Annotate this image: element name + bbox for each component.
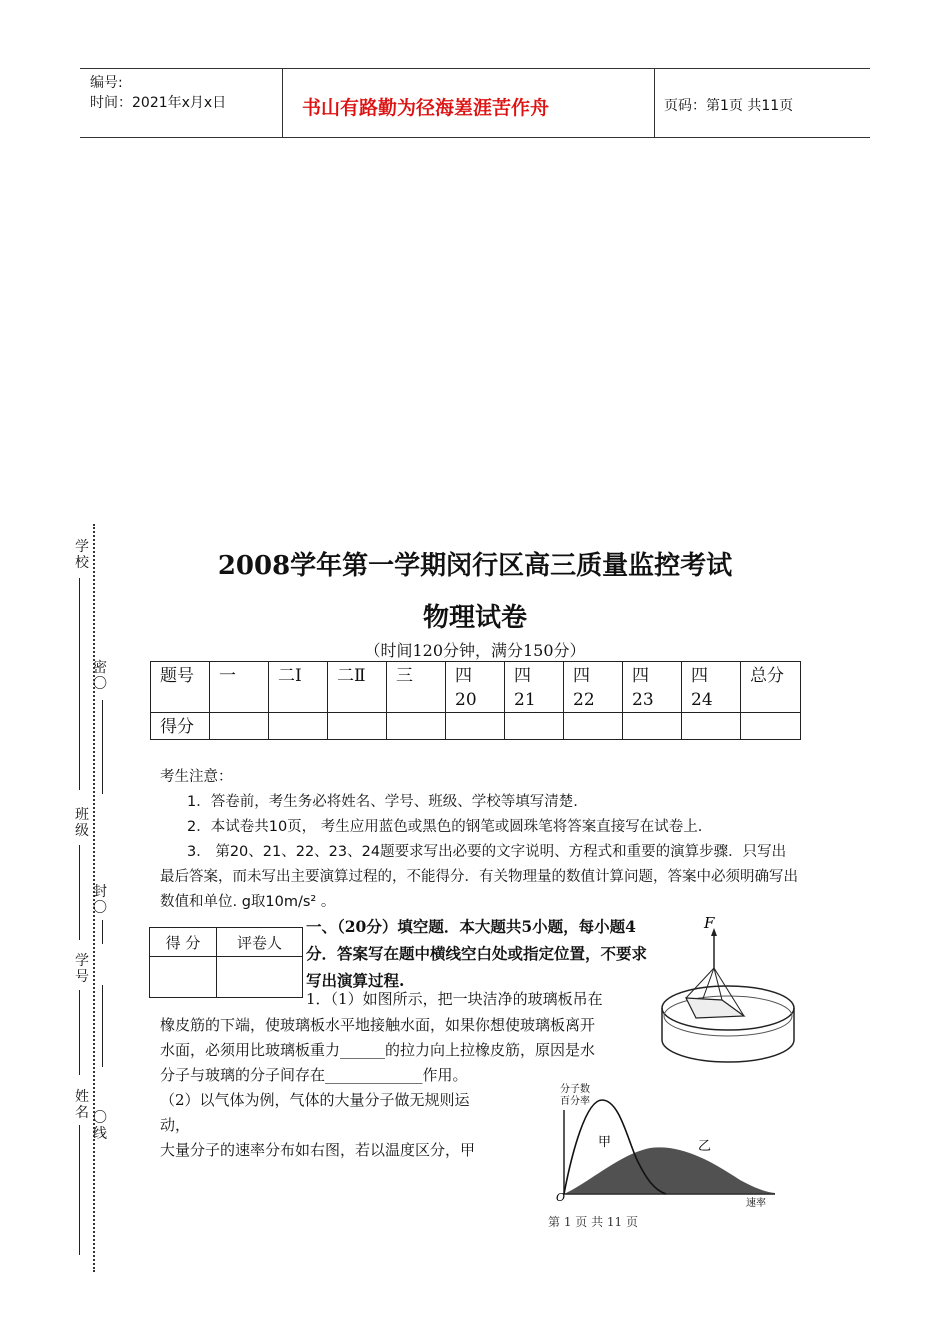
side-mi: 密〇 (93, 660, 107, 692)
score-cell[interactable] (328, 713, 387, 740)
exam-notes (160, 765, 800, 915)
note-item: 1．答卷前，考生务必将姓名、学号、班级、学校等填写清楚. (187, 794, 578, 810)
side-divider-line (102, 700, 103, 794)
q1-line: 动， (160, 1116, 191, 1134)
origin-label: O (556, 1191, 566, 1204)
table-header-cell: 二Ⅱ (328, 662, 387, 713)
score-cell[interactable] (564, 713, 623, 740)
side-xian: 〇线 (93, 1110, 107, 1142)
date-label: 时间：2021年x月x日 (90, 95, 227, 111)
speed-distribution-figure (550, 1082, 790, 1207)
grade-table (149, 927, 303, 998)
grade-reviewer-cell[interactable] (217, 957, 303, 998)
q1-line: 大量分子的速率分布如右图，若以温度区分，甲 (160, 1141, 476, 1159)
q1-line: 橡皮筋的下端，使玻璃板水平地接触水面，如果你想使玻璃板离开 (160, 1016, 596, 1034)
force-label: F (704, 914, 715, 932)
y-axis-label-1: 分子数 (560, 1084, 590, 1095)
grade-score-label: 得 分 (150, 928, 217, 957)
score-row (151, 713, 801, 740)
q1-line: 1．（1）如图所示，把一块洁净的玻璃板吊在 (306, 990, 603, 1008)
side-class-line (79, 845, 80, 940)
note-item: 2．本试卷共10页， 考生应用蓝色或黑色的钢笔或圆珠笔将答案直接写在试卷上. (187, 819, 703, 835)
score-cell[interactable] (446, 713, 505, 740)
score-cell[interactable] (682, 713, 741, 740)
side-divider-line (102, 920, 103, 944)
score-table (150, 661, 801, 740)
table-header-cell: 三 (387, 662, 446, 713)
q1-line: 分子与玻璃的分子间存在_____________作用。 (160, 1066, 468, 1084)
header-meta (90, 73, 226, 113)
glass-plate-figure (656, 910, 806, 1080)
score-cell[interactable] (505, 713, 564, 740)
score-cell[interactable] (741, 713, 801, 740)
code-label: 编号: (90, 75, 123, 91)
notes-heading: 考生注意： (160, 769, 233, 785)
q1-line: 水面，必须用比玻璃板重力______的拉力向上拉橡皮筋，原因是水 (160, 1041, 596, 1059)
table-header-cell: 四 23 (623, 662, 682, 713)
section-heading: 一、（20分）填空题．本大题共5小题，每小题4分．答案写在题中横线空白处或指定位置，不要求写出演算过程. (306, 917, 648, 990)
score-cell[interactable] (387, 713, 446, 740)
curve-a-label: 甲 (598, 1135, 612, 1150)
score-header-row (151, 662, 801, 713)
side-student-no-label: 学号 (75, 953, 89, 985)
side-divider-line (102, 985, 103, 1067)
curve-b-area (564, 1147, 775, 1194)
note-item: 3． 第20、21、22、23、24题要求写出必要的文字说明、方程式和重要的演算步骤．只写出最后答案，而未写出主要演算过程的，不能得分．有关物理量的数值计算问题，答案中必须明确写出数值和单位. g取10m/s² 。 (160, 844, 798, 910)
side-name-label: 姓名 (75, 1089, 89, 1121)
table-header-cell: 一 (210, 662, 269, 713)
table-header-cell: 四 21 (505, 662, 564, 713)
y-axis-label-2: 百分率 (560, 1096, 590, 1107)
side-name-line (79, 1125, 80, 1255)
side-feng: 封〇 (93, 884, 107, 916)
score-cell[interactable] (210, 713, 269, 740)
grade-reviewer-label: 评卷人 (217, 928, 303, 957)
score-row-label: 得分 (151, 713, 210, 740)
curve-b-label: 乙 (698, 1139, 712, 1154)
header-page-info: 页码：第1页 共11页 (664, 98, 794, 114)
header-divider (282, 69, 283, 137)
table-header-cell: 二Ⅰ (269, 662, 328, 713)
page-footer: 第 1 页 共 11 页 (548, 1215, 638, 1229)
x-axis-label: 速率 (746, 1198, 766, 1207)
q1-line: （2）以气体为例，气体的大量分子做无规则运 (160, 1091, 470, 1109)
header-motto: 书山有路勤为径海嵳涯苦作舟 (302, 97, 550, 119)
exam-title: 2008学年第一学期闵行区高三质量监控考试 (217, 551, 733, 581)
grade-score-cell[interactable] (150, 957, 217, 998)
side-school-label: 学校 (75, 539, 89, 571)
page-header (80, 68, 870, 138)
side-class-label: 班级 (75, 807, 89, 839)
header-divider (654, 69, 655, 137)
exam-subject: 物理试卷 (422, 603, 527, 633)
score-cell[interactable] (269, 713, 328, 740)
table-header-cell: 四 20 (446, 662, 505, 713)
table-header-cell: 四 24 (682, 662, 741, 713)
table-header-cell: 题号 (151, 662, 210, 713)
score-cell[interactable] (623, 713, 682, 740)
side-student-no-line (79, 990, 80, 1075)
table-header-cell: 总分 (741, 662, 801, 713)
table-header-cell: 四 22 (564, 662, 623, 713)
exam-duration: （时间120分钟，满分150分） (364, 641, 586, 660)
